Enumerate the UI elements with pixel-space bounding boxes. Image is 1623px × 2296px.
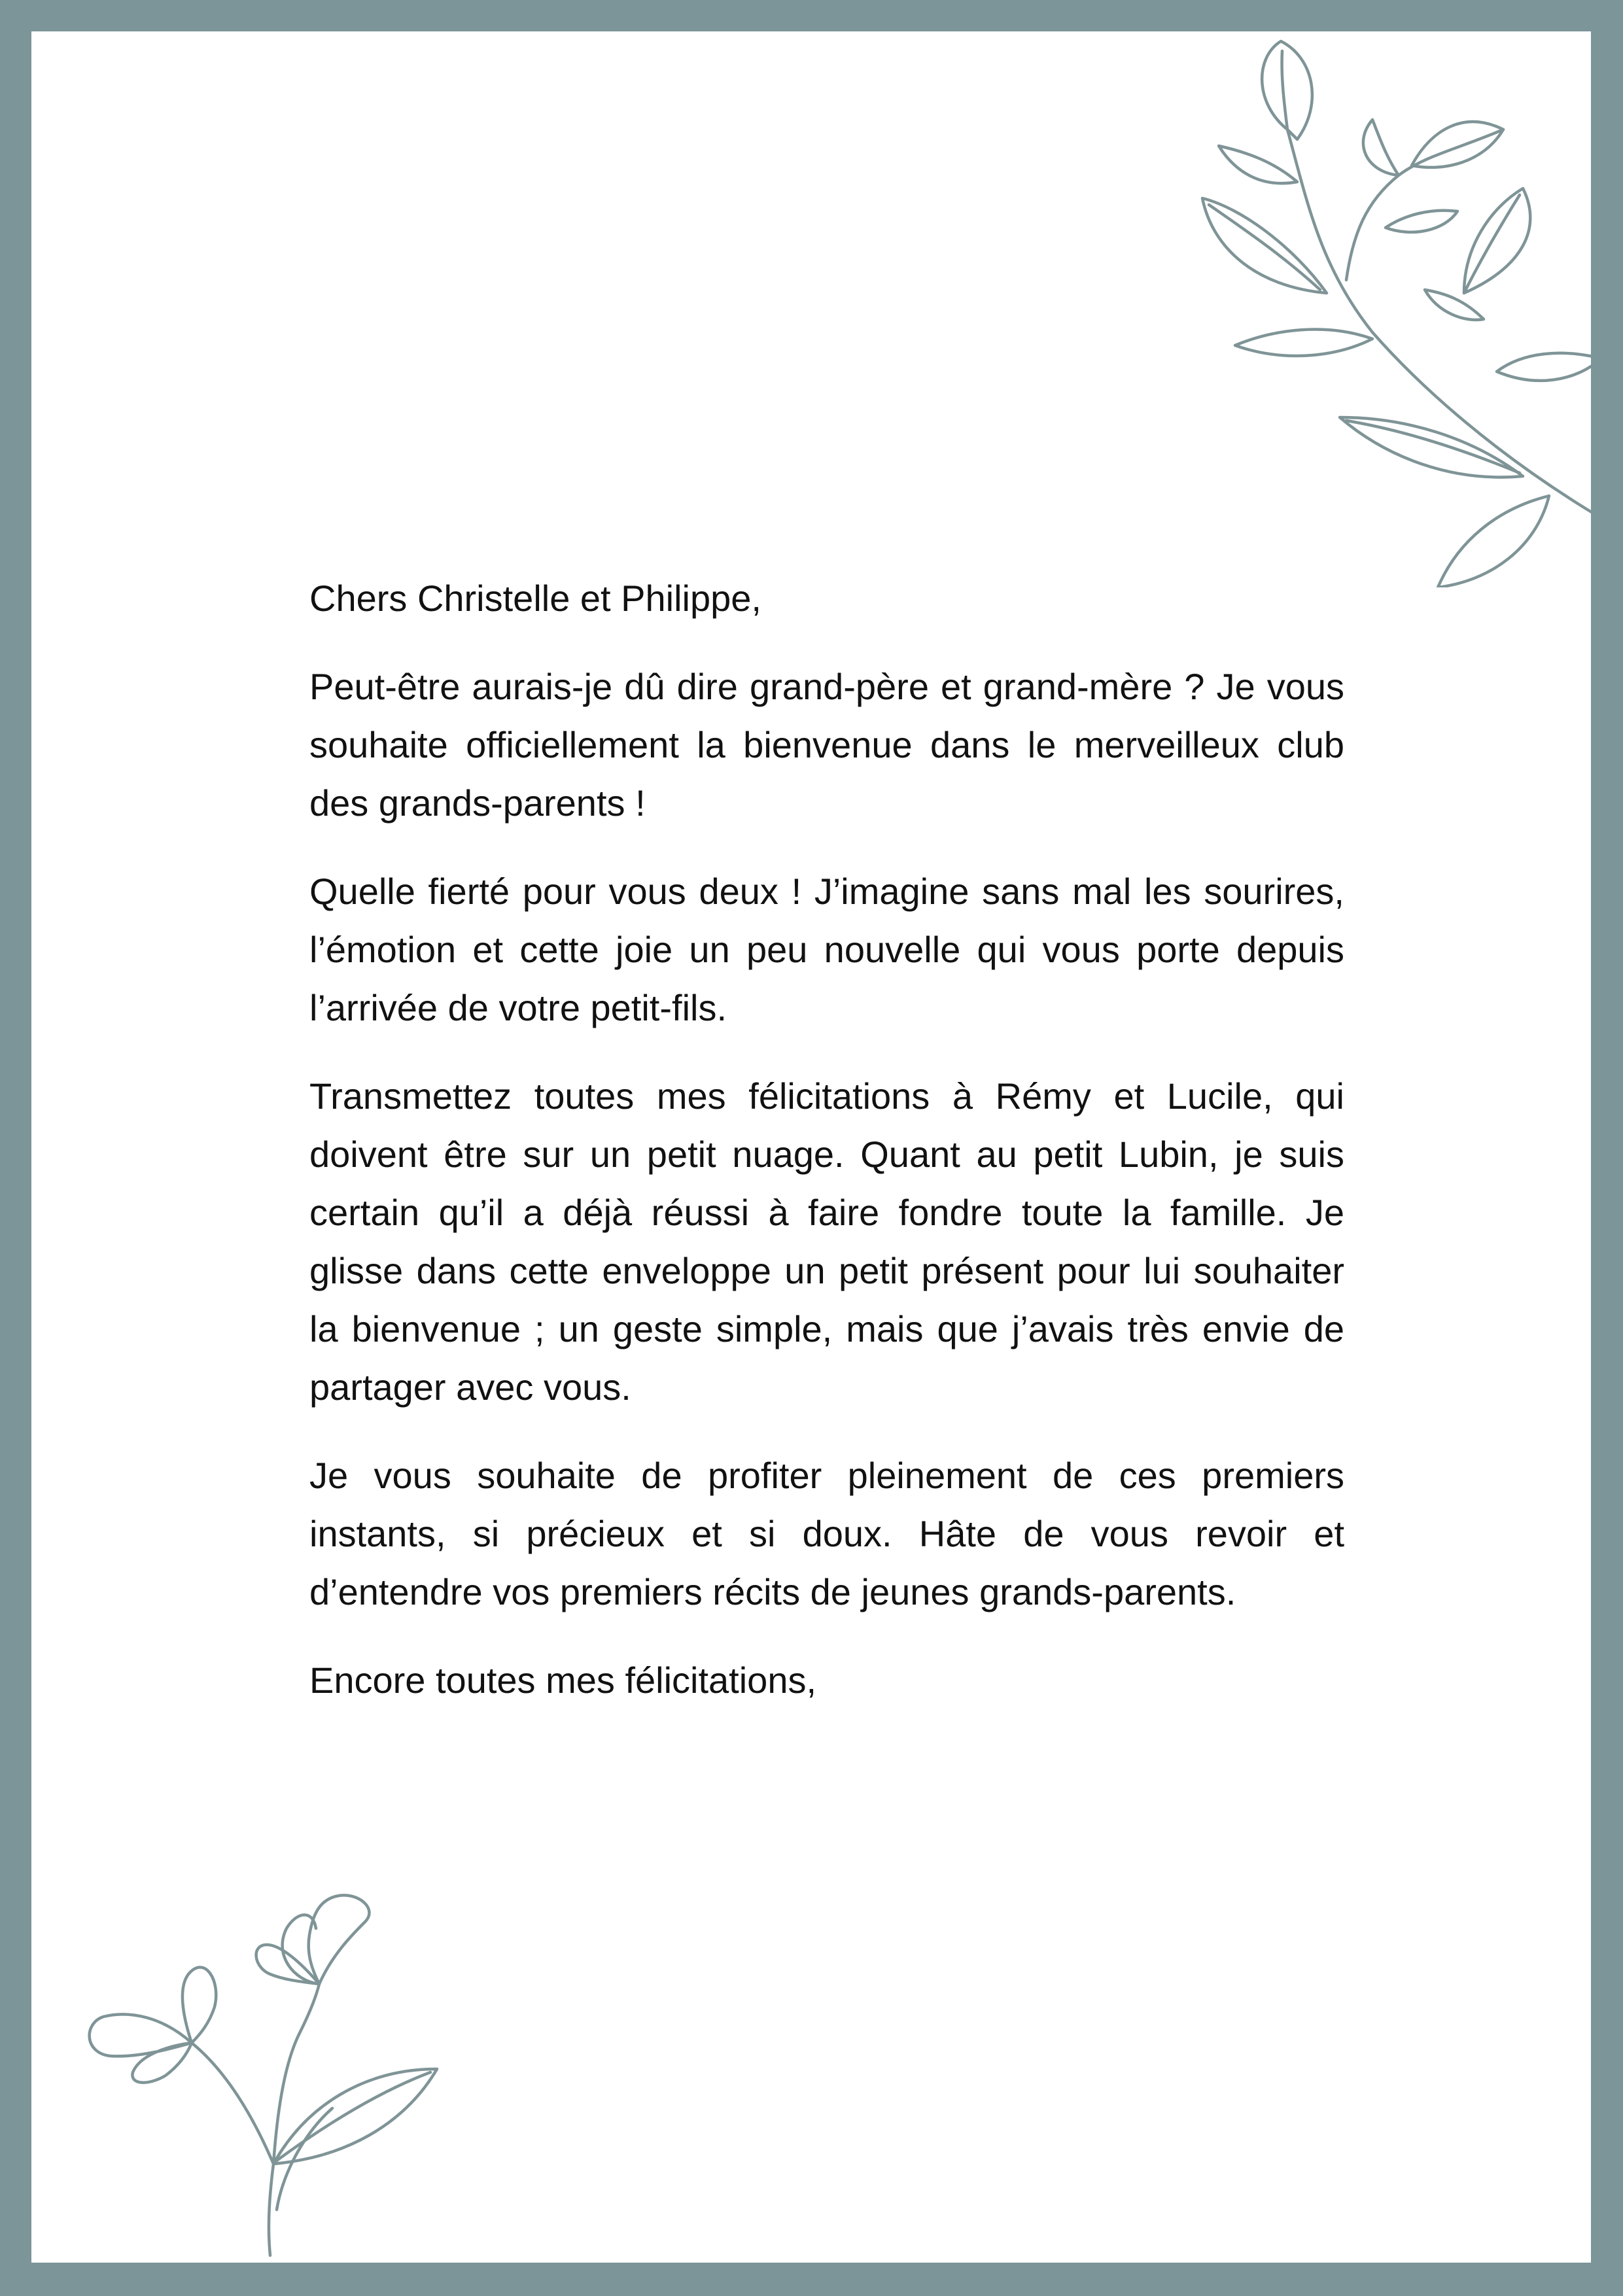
letter-paragraph-4: Je vous souhaite de profiter pleinement de ces premiers instants, si précieux et si doux. Hâte de vous revoir et d’entendre vos premiers récits de jeunes grands-parents. [309,1455,1344,1612]
letter-paragraph-1: Peut-être aurais-je dû dire grand-père et grand-mère ? Je vous souhaite officiellement la bienvenue dans le merveilleux club des grands-parents ! [309,666,1344,824]
letter-page [31,31,1591,2263]
letter-body [309,569,1344,1739]
leafy-branch-icon [1157,31,1591,587]
letter-greeting: Chers Christelle et Philippe, [309,578,761,619]
flower-drawing-icon [58,1883,463,2263]
letter-paragraph-2: Quelle fierté pour vous deux ! J’imagine sans mal les sourires, l’émotion et cette joie un peu nouvelle qui vous porte depuis l’arrivée de votre petit-fils. [309,871,1344,1028]
letter-paragraph-3: Transmettez toutes mes félicitations à Rémy et Lucile, qui doivent être sur un petit nuage. Quant au petit Lubin, je suis certain qu’il a déjà réussi à faire fondre toute la famille. Je glisse dans cette enveloppe un petit présent pour lui souhaiter la bienvenue ; un geste simple, mais que j’avais très envie de partager avec vous. [309,1075,1344,1408]
letter-closing: Encore toutes mes félicitations, [309,1660,817,1701]
